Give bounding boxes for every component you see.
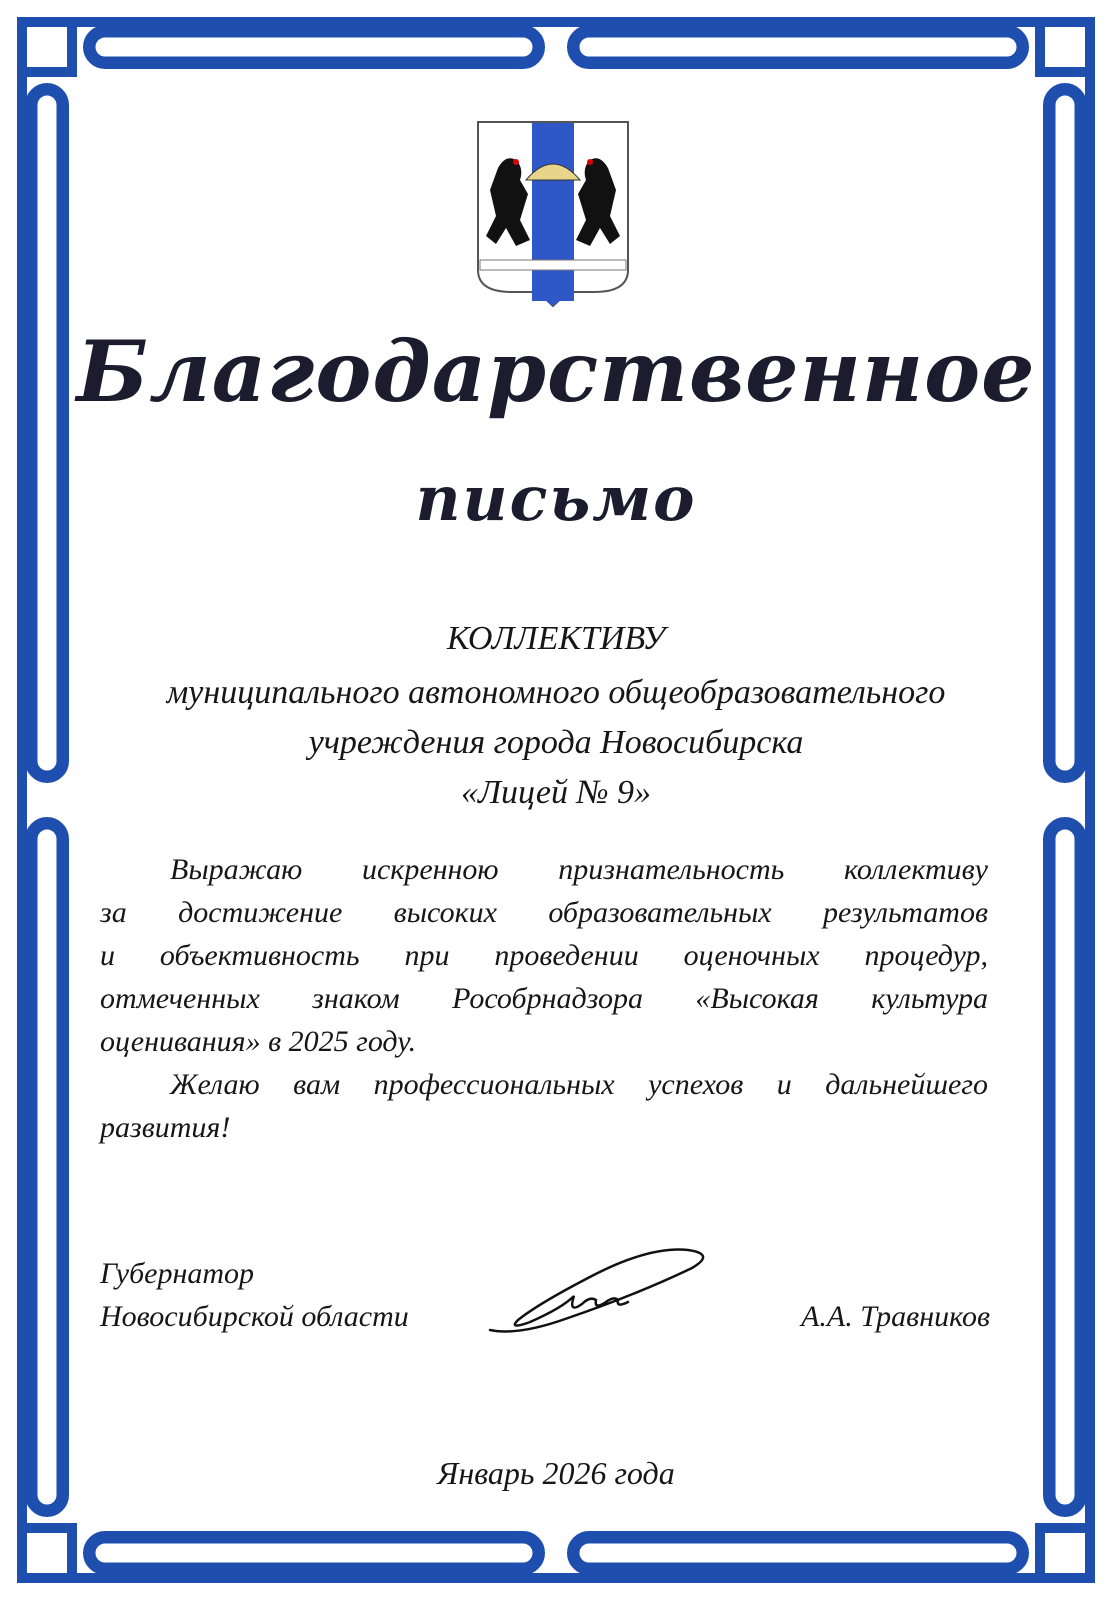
signatory-position [100,1252,409,1338]
letter-title-subtitle: письмо [415,462,697,535]
signatory-name: А.А. Травников [801,1300,990,1333]
signatory-title: Губернатор [100,1257,255,1290]
recipient-line: муниципального автономного общеобразовательного [166,674,946,711]
recipient-school-name: «Лицей № 9» [460,774,652,811]
body-line: оценивания» в 2025 году. [100,1025,417,1058]
body-line: Желаю вам профессиональных успехов и дальнейшего [170,1068,988,1101]
letter-body [100,848,988,1149]
body-line: Выражаю искренною признательность коллективу [170,853,988,886]
letter-title: Благодарственное [76,322,1036,421]
recipient-line: учреждения города Новосибирска [308,724,804,761]
coat-of-arms-emblem [476,120,630,308]
body-line: развития! [100,1111,231,1144]
recipient-heading: КОЛЛЕКТИВУ [446,620,666,657]
signatory-region: Новосибирской области [100,1300,409,1333]
body-line: и объективность при проведении оценочных процедур, [100,939,988,972]
letter-date: Январь 2026 года [437,1455,675,1491]
body-line: отмеченных знаком Рособрнадзора «Высокая культура [100,982,988,1015]
body-line: за достижение высоких образовательных результатов [100,896,988,929]
